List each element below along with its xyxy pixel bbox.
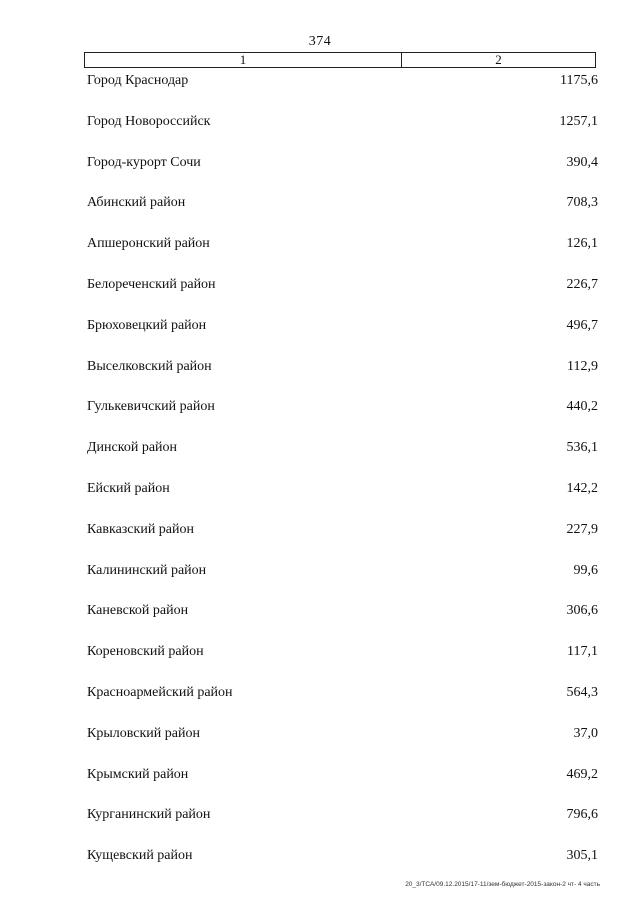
row-name: Красноармейский район bbox=[87, 684, 233, 700]
row-value: 708,3 bbox=[566, 195, 598, 211]
table-row bbox=[0, 561, 640, 602]
table-row bbox=[0, 765, 640, 806]
row-name: Брюховецкий район bbox=[87, 317, 207, 333]
row-name: Кореновский район bbox=[87, 644, 204, 660]
table-row bbox=[0, 438, 640, 479]
row-value: 536,1 bbox=[566, 440, 598, 456]
row-name: Курганинский район bbox=[87, 807, 211, 823]
row-name: Абинский район bbox=[87, 195, 186, 211]
row-value: 564,3 bbox=[566, 684, 598, 700]
row-name: Белореченский район bbox=[87, 276, 216, 292]
document-footer: 20_3/ТСА/09.12.2015/17-11/зем-бюджет-2015-закон-2 чт- 4 часть bbox=[405, 881, 600, 888]
table-row bbox=[0, 805, 640, 846]
table-row bbox=[0, 479, 640, 520]
table-row bbox=[0, 275, 640, 316]
table-header bbox=[84, 52, 596, 68]
table-row bbox=[0, 642, 640, 683]
table-row bbox=[0, 193, 640, 234]
row-name: Ейский район bbox=[87, 480, 170, 496]
row-value: 1257,1 bbox=[559, 113, 598, 129]
row-name: Город Краснодар bbox=[87, 73, 189, 88]
row-name: Город Новороссийск bbox=[87, 113, 211, 129]
row-value: 37,0 bbox=[573, 725, 598, 741]
table-row bbox=[0, 153, 640, 194]
table-row bbox=[0, 724, 640, 765]
row-value: 117,1 bbox=[567, 644, 598, 660]
row-value: 112,9 bbox=[567, 358, 598, 374]
row-name: Крыловский район bbox=[87, 725, 200, 741]
table-row bbox=[0, 112, 640, 153]
row-value: 126,1 bbox=[566, 236, 598, 252]
row-name: Выселковский район bbox=[87, 358, 212, 374]
row-name: Кавказский район bbox=[87, 521, 195, 537]
row-name: Динской район bbox=[87, 440, 178, 456]
row-value: 469,2 bbox=[566, 766, 598, 782]
row-value: 305,1 bbox=[566, 848, 598, 864]
row-name: Гулькевичский район bbox=[87, 399, 215, 415]
header-column-2: 2 bbox=[495, 52, 502, 67]
row-value: 496,7 bbox=[566, 317, 598, 333]
row-name: Город-курорт Сочи bbox=[87, 154, 201, 170]
row-value: 390,4 bbox=[566, 154, 598, 170]
table-row bbox=[0, 520, 640, 561]
row-value: 99,6 bbox=[573, 562, 598, 578]
table-row bbox=[0, 683, 640, 724]
row-value: 142,2 bbox=[566, 480, 598, 496]
page-number: 374 bbox=[308, 34, 332, 49]
table-row bbox=[0, 357, 640, 398]
header-column-1: 1 bbox=[85, 53, 402, 67]
table-row bbox=[0, 234, 640, 275]
row-value: 440,2 bbox=[566, 399, 598, 415]
row-value: 306,6 bbox=[566, 603, 598, 619]
row-value: 1175,6 bbox=[560, 73, 598, 88]
row-name: Калининский район bbox=[87, 562, 207, 578]
row-name: Каневской район bbox=[87, 603, 189, 619]
row-name: Апшеронский район bbox=[87, 236, 210, 252]
row-value: 796,6 bbox=[566, 807, 598, 823]
table-row bbox=[0, 601, 640, 642]
row-value: 227,9 bbox=[566, 521, 598, 537]
table-body bbox=[0, 71, 640, 887]
row-value: 226,7 bbox=[566, 276, 598, 292]
table-row bbox=[0, 71, 640, 112]
row-name: Крымский район bbox=[87, 766, 189, 782]
table-row bbox=[0, 397, 640, 438]
row-name: Кущевский район bbox=[87, 848, 193, 864]
table-row bbox=[0, 316, 640, 357]
